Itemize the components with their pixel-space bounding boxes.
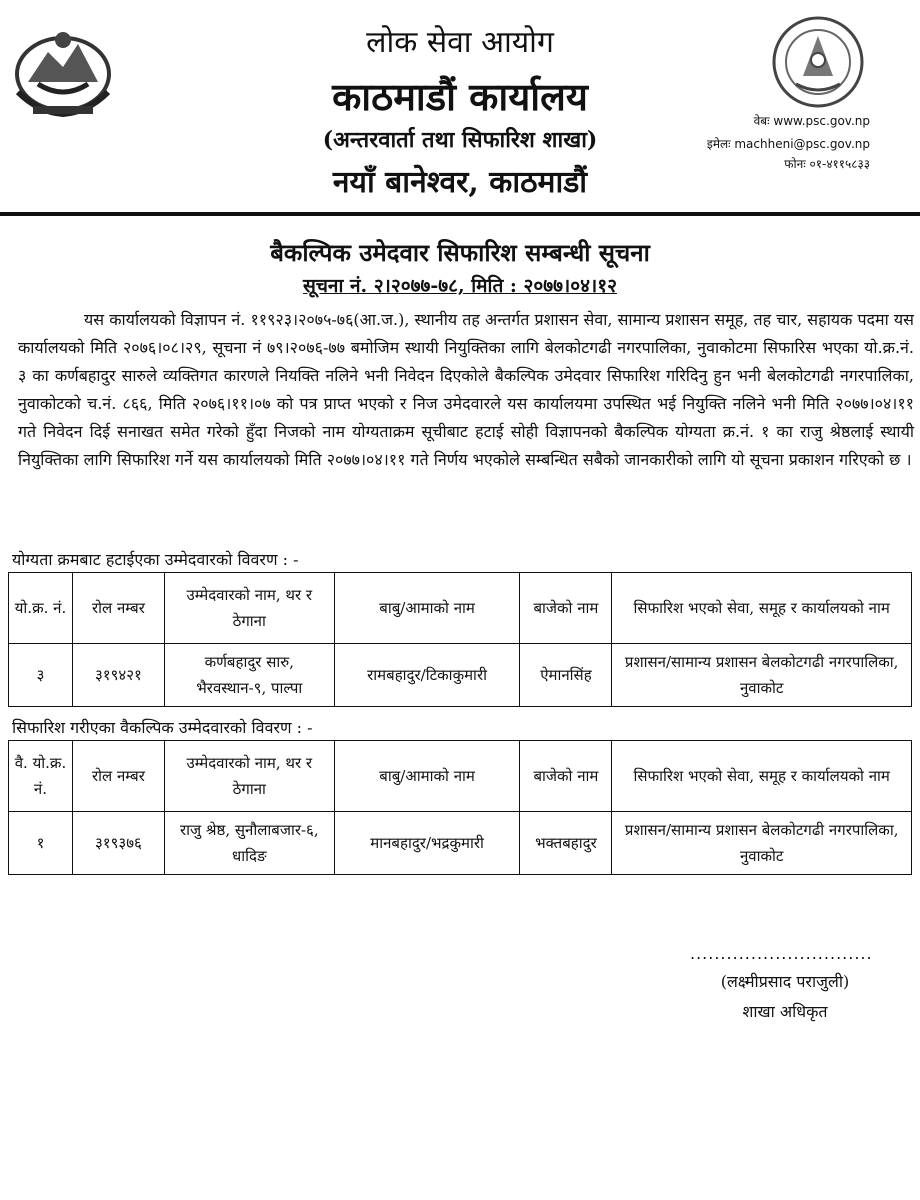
contact-email [630,135,870,152]
recommended-candidate-label: सिफारिश गरीएका वैकल्पिक उम्मेदवारको विवरण : - [12,718,313,737]
table-header-row [9,741,912,812]
signature-line: .............................. [690,944,873,963]
cell-service-office: प्रशासन/सामान्य प्रशासन बेलकोटगढी नगरपालिका, नुवाकोट [612,644,912,707]
contact-phone [630,155,870,172]
notice-title: बैकल्पिक उमेदवार सिफारिश सम्बन्धी सूचना [270,238,650,267]
header-divider [0,212,920,216]
table-row [9,644,912,707]
cell-grandfather: भक्तबहादुर [520,812,612,875]
col-name-address: उम्मेदवारको नाम, थर र ठेगाना [164,573,334,644]
col-parents: बाबु/आमाको नाम [334,573,520,644]
col-name-address: उम्मेदवारको नाम, थर र ठेगाना [164,741,334,812]
cell-service-office: प्रशासन/सामान्य प्रशासन बेलकोटगढी नगरपालिका, नुवाकोट [612,812,912,875]
col-serial: वै. यो.क्र. नं. [9,741,73,812]
header-branch-name: (अन्तरवार्ता तथा सिफारिश शाखा) [322,127,598,153]
cell-parents: मानबहादुर/भद्रकुमारी [334,812,520,875]
col-service-office: सिफारिश भएको सेवा, समूह र कार्यालयको नाम [612,573,912,644]
header-commission-name: लोक सेवा आयोग [366,25,554,60]
nepal-emblem-icon [8,22,118,122]
table-header-row [9,573,912,644]
cell-serial: ३ [9,644,73,707]
letterhead [0,0,920,212]
col-roll: रोल नम्बर [72,741,164,812]
psc-seal-icon [768,14,868,110]
col-serial: यो.क्र. नं. [9,573,73,644]
phone-text: फोनः ०१-४११५८३३ [784,157,870,171]
cell-parents: रामबहादुर/टिकाकुमारी [334,644,520,707]
email-text: इमेलः machheni@psc.gov.np [706,137,870,151]
recommended-candidate-table [8,740,912,875]
table-row [9,812,912,875]
cell-serial: १ [9,812,73,875]
website-text: वेबः www.psc.gov.np [753,114,870,128]
header-office-name: काठमाडौं कार्यालय [332,74,588,119]
notice-body: यस कार्यालयको विज्ञापन नं. ११९२३।२०७५-७६(आ.ज.), स्थानीय तह अन्तर्गत प्रशासन सेवा, सामान्य प्रशासन समूह, तह चार, सहायक पदमा यस कार्यालयको मिति २०७६।०८।२९, सूचना नं ७९।२०७६-७७ बमोजिम स्थायी नियुक्तिका लागि बेलकोटगढी नगरपालिका, नुवाकोटमा सिफारिस भएका यो.क्र.नं. ३ का कर्णबहादुर सारुले व्यक्तिगत कारणले नियक्ति नलिने भनी निवेदन दिएकोले बैकल्पिक उमेदवार सिफारिश गरिदिनु हुन भनी बेलकोटगढी नगरपालिका, नुवाकोटको च.नं. ८६६, मिति २०७६।११।०७ को पत्र प्राप्त भएको र निज उमेदवारले यस कार्यालयमा उपस्थित भई नियुक्ति नलिने भनी मिति २०७७।०४।११ गते निवेदन दिई सनाखत समेत गरेको हुँदा निजको नाम योग्यताक्रम सूचीबाट हटाई सोही विज्ञापनको बैकल्पिक योग्यता क्र.नं. १ का राजु श्रेष्ठलाई स्थायी नियुक्तिका लागि सिफारिश गर्ने यस कार्यालयको मिति २०७७।०४।११ गते निर्णय भएकोले सम्बन्धित सबैको जानकारीको लागि यो सूचना प्रकाशन गरिएको छ । [18,310,914,469]
notice-number-date: सूचना नं. २।२०७७-७८, मिति : २०७७।०४।१२ [303,275,617,297]
col-grandfather: बाजेको नाम [520,573,612,644]
col-service-office: सिफारिश भएको सेवा, समूह र कार्यालयको नाम [612,741,912,812]
cell-name-address: राजु श्रेष्ठ, सुनौलाबजार-६, धादिङ [164,812,334,875]
signatory-name: (लक्ष्मीप्रसाद पराजुली) [720,972,850,991]
contact-website [630,112,870,129]
removed-candidate-label: योग्यता क्रमबाट हटाईएका उम्मेदवारको विवरण : - [12,550,299,569]
cell-name-address: कर्णबहादुर सारु, भैरवस्थान-९, पाल्पा [164,644,334,707]
col-roll: रोल नम्बर [72,573,164,644]
cell-grandfather: ऐमानसिंह [520,644,612,707]
cell-roll: ३१९४२१ [72,644,164,707]
header-location: नयाँ बानेश्वर, काठमाडौं [332,165,588,200]
removed-candidate-table [8,572,912,707]
col-grandfather: बाजेको नाम [520,741,612,812]
signatory-role: शाखा अधिकृत [742,1002,828,1021]
col-parents: बाबु/आमाको नाम [334,741,520,812]
cell-roll: ३१९३७६ [72,812,164,875]
